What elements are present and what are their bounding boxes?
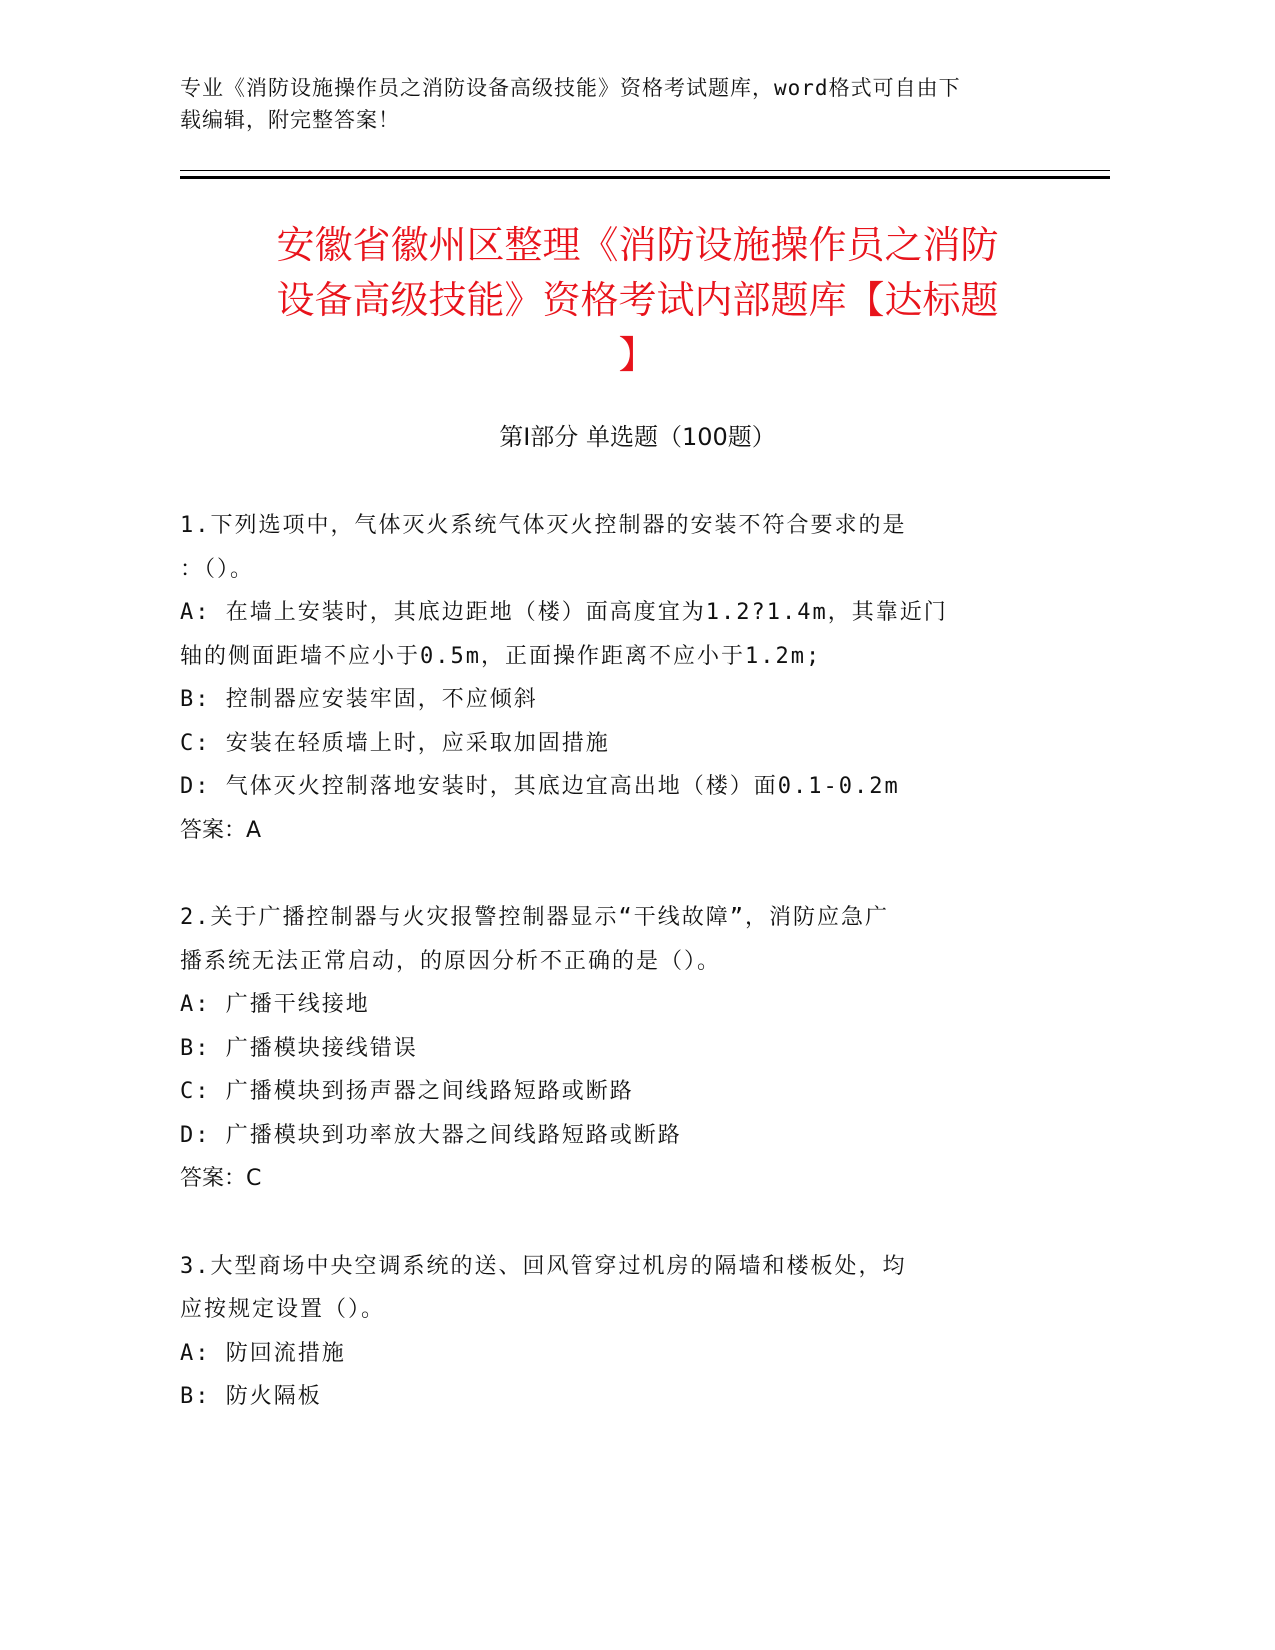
question-spacer — [180, 1201, 1080, 1245]
question-stem: 播系统无法正常启动，的原因分析不正确的是（）。 — [180, 948, 722, 974]
question-list — [180, 504, 1080, 1419]
question-option: D: 广播模块到功率放大器之间线路短路或断路 — [180, 1122, 682, 1148]
question-stem: 应按规定设置（）。 — [180, 1297, 386, 1322]
question-item — [180, 1245, 1080, 1419]
question-option: A: 广播干线接地 — [180, 992, 370, 1017]
question-option: B: 控制器应安装牢固，不应倾斜 — [180, 687, 538, 712]
question-option: B: 防火隔板 — [180, 1384, 322, 1409]
question-option: C: 安装在轻质墙上时，应采取加固措施 — [180, 730, 610, 756]
header-note — [180, 72, 1080, 136]
header-note-line: 专业《消防设施操作员之消防设备高级技能》资格考试题库，word格式可自由下 — [180, 76, 961, 100]
title-line: 】 — [618, 333, 657, 377]
question-spacer — [180, 852, 1080, 896]
question-answer: 答案：C — [180, 1166, 262, 1191]
question-option: C: 广播模块到扬声器之间线路短路或断路 — [180, 1079, 634, 1104]
question-item — [180, 896, 1080, 1201]
title-line: 安徽省徽州区整理《消防设施操作员之消防 — [276, 223, 999, 267]
header-divider-thick — [180, 176, 1110, 179]
question-item — [180, 504, 1080, 852]
question-stem: 3.大型商场中央空调系统的送、回风管穿过机房的隔墙和楼板处，均 — [180, 1253, 907, 1279]
title-line: 设备高级技能》资格考试内部题库【达标题 — [276, 278, 999, 322]
question-option: A: 在墙上安装时，其底边距地（楼）面高度宜为1.2?1.4m，其靠近门 — [180, 600, 948, 625]
question-stem: ：（）。 — [180, 556, 255, 582]
header-note-line: 载编辑，附完整答案！ — [180, 108, 400, 132]
document-title — [180, 218, 1095, 383]
question-option: A: 防回流措施 — [180, 1340, 346, 1366]
question-option: B: 广播模块接线错误 — [180, 1035, 418, 1061]
question-stem: 2.关于广播控制器与火灾报警控制器显示“干线故障”，消防应急广 — [180, 905, 889, 930]
question-option: 轴的侧面距墙不应小于0.5m，正面操作距离不应小于1.2m; — [180, 643, 822, 669]
question-option: D: 气体灭火控制落地安装时，其底边宜高出地（楼）面0.1-0.2m — [180, 774, 900, 799]
section-title: 第Ⅰ部分 单选题（100题） — [499, 423, 776, 451]
header-divider-thin — [180, 170, 1110, 171]
question-answer: 答案：A — [180, 817, 262, 843]
question-stem: 1.下列选项中，气体灭火系统气体灭火控制器的安装不符合要求的是 — [180, 513, 907, 538]
